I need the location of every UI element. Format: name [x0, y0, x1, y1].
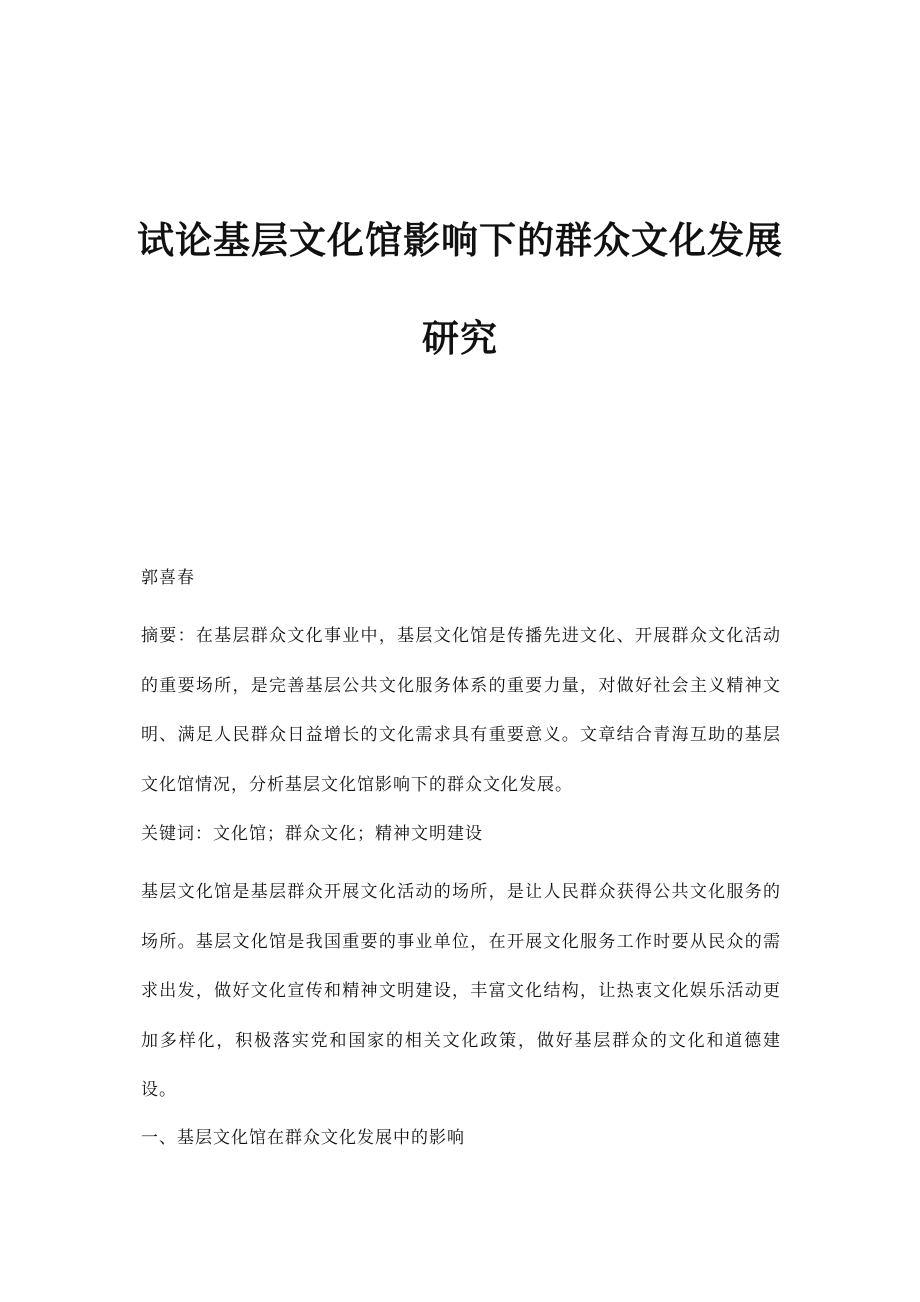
author-name: 郭喜春 [141, 568, 195, 588]
abstract-paragraph: 摘要：在基层群众文化事业中，基层文化馆是传播先进文化、开展群众文化活动的重要场所，是完善基层公共文化服务体系的重要力量，对做好社会主义精神文明、满足人民群众日益增长的文化需求具有重要意义。文章结合青海互助的基层文化馆情况，分析基层文化馆影响下的群众文化发展。 [141, 626, 781, 795]
document-title-line-2: 研究 [422, 316, 498, 360]
document-title-line-1: 试论基层文化馆影响下的群众文化发展 [137, 218, 783, 262]
intro-paragraph: 基层文化馆是基层群众开展文化活动的场所，是让人民群众获得公共文化服务的场所。基层文化馆是我国重要的事业单位，在开展文化服务工作时要从民众的需求出发，做好文化宣传和精神文明建设，丰富文化结构，让热衷文化娱乐活动更加多样化，积极落实党和国家的相关文化政策，做好基层群众的文化和道德建设。 [141, 882, 781, 1100]
section-heading: 一、基层文化馆在群众文化发展中的影响 [141, 1128, 465, 1148]
keywords-line: 关键词：文化馆；群众文化；精神文明建设 [141, 824, 483, 844]
